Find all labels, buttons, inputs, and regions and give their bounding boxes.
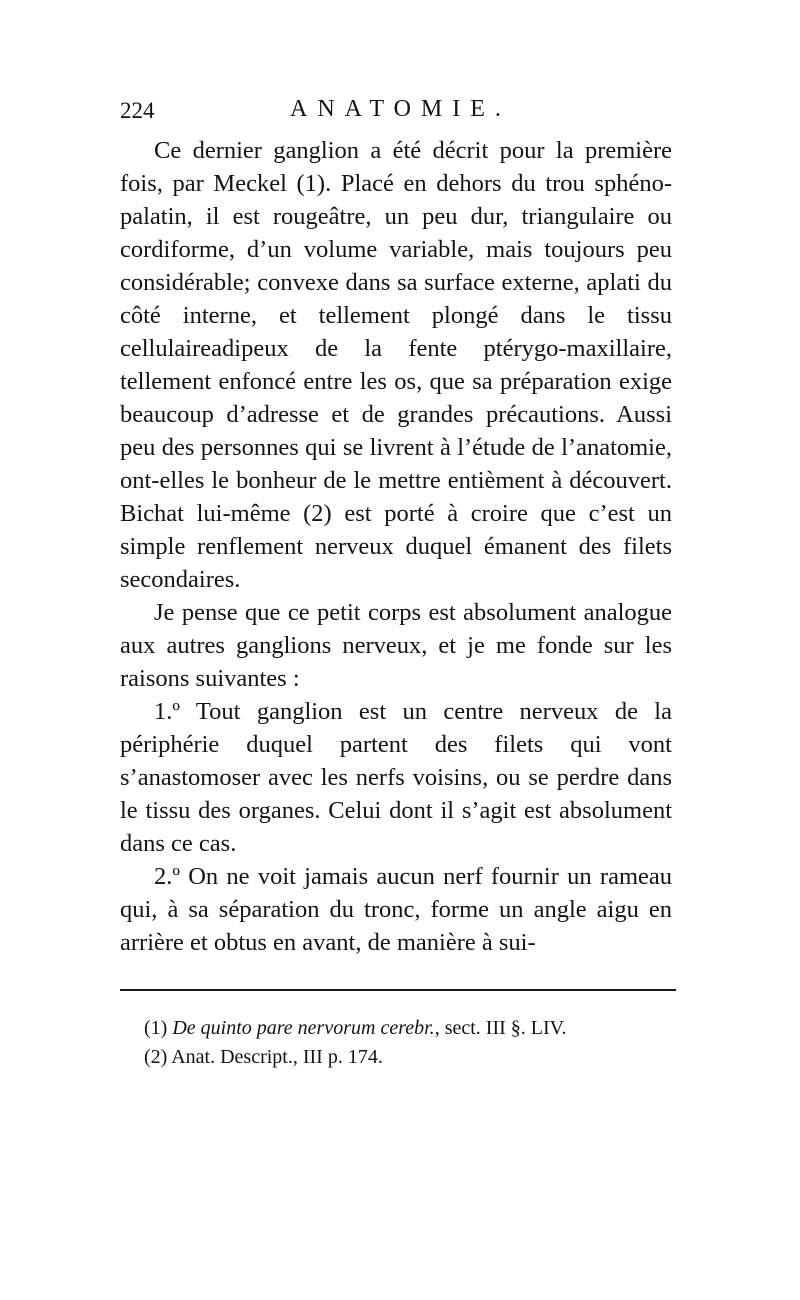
footnote-title: De quinto pare nervorum cerebr. xyxy=(172,1017,435,1039)
footnote-1 xyxy=(120,1014,660,1043)
footnote-mark: (1) xyxy=(144,1017,168,1039)
paragraph-4: 2.º On ne voit jamais aucun nerf fournir un rameau qui, à sa séparation du tronc, forme un angle aigu en arrière et obtus en avant, de manière à sui- xyxy=(120,863,672,956)
footnote-2 xyxy=(120,1043,660,1072)
body-text xyxy=(120,134,672,959)
footnote-text: , sect. III §. LIV. xyxy=(434,1017,567,1039)
page-number: 224 xyxy=(120,98,155,123)
paragraph-2: Je pense que ce petit corps est absolument analogue aux autres ganglions nerveux, et je me fonde sur les raisons suivantes : xyxy=(120,599,672,692)
footnote-text: Anat. Descript., III p. 174. xyxy=(171,1046,383,1068)
page-header xyxy=(120,90,680,130)
paragraph-3: 1.º Tout ganglion est un centre nerveux de la périphérie duquel partent des filets qui vont s’anastomoser avec les nerfs voisins, ou se perdre dans le tissu des organes. Celui dont il s’agit est absolument dans ce cas. xyxy=(120,698,672,857)
footnote-rule xyxy=(120,989,676,991)
paragraph-1: Ce dernier ganglion a été décrit pour la première fois, par Meckel (1). Placé en dehors du trou sphéno-palatin, il est rougeâtre, un peu dur, triangulaire ou cordiforme, d’un volume variable, mais toujours peu considérable; convexe dans sa surface externe, aplati du côté interne, et tellement plongé dans le tissu cellulaireadipeux de la fente ptérygo-maxillaire, tellement enfoncé entre les os, que sa préparation exige beaucoup d’adresse et de grandes précautions. Aussi peu des personnes qui se livrent à l’étude de l’anatomie, ont-elles le bonheur de le mettre entièment à découvert. Bichat lui-même (2) est porté à croire que c’est un simple renflement nerveux duquel émanent des filets secondaires. xyxy=(120,137,672,593)
running-head: ANATOMIE. xyxy=(290,96,511,122)
footnotes xyxy=(120,1014,660,1072)
footnote-mark: (2) xyxy=(144,1046,168,1068)
